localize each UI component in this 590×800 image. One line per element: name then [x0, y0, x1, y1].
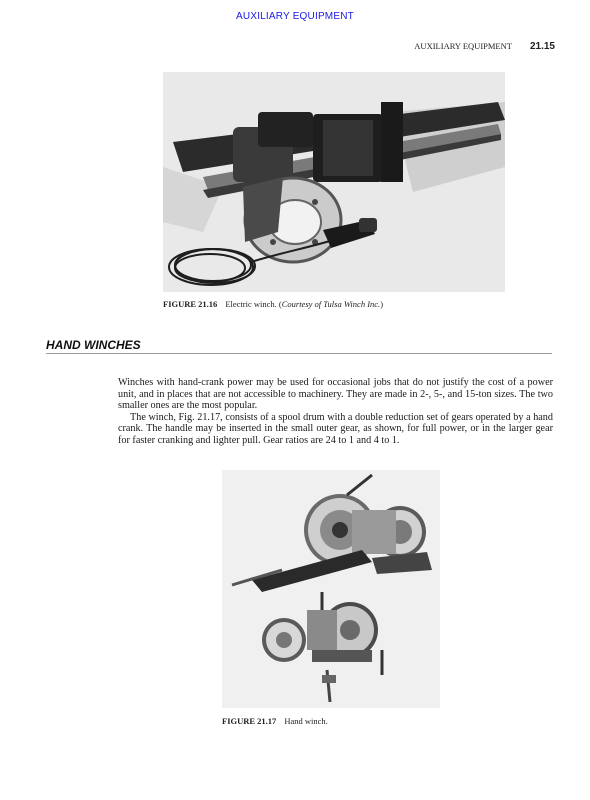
section-divider — [46, 353, 552, 354]
figure-21-16-credit: Courtesy of Tulsa Winch Inc. — [281, 299, 381, 309]
figure-21-16-end: ) — [380, 299, 384, 309]
page-number: 21.15 — [529, 41, 555, 52]
figure-21-16-text: Electric winch. ( — [225, 299, 282, 309]
hand-winch-photo — [222, 470, 440, 708]
body-text — [118, 377, 553, 447]
figure-21-16-caption — [163, 299, 383, 309]
figure-21-17-text: Hand winch. — [284, 716, 328, 726]
running-title: AUXILIARY EQUIPMENT — [414, 41, 512, 51]
running-head — [414, 41, 555, 52]
figure-21-16-label: FIGURE 21.16 — [163, 299, 218, 309]
figure-21-17-label: FIGURE 21.17 — [222, 716, 277, 726]
header-link[interactable]: AUXILIARY EQUIPMENT — [236, 11, 354, 22]
paragraph-1: Winches with hand-crank power may be used for occasional jobs that do not justify the cost of a power unit, and in places that are not accessible to machinery. They are made in 2-, 5-, and 15-ton sizes. The two smaller ones are the most popular. — [118, 377, 553, 412]
paragraph-2: The winch, Fig. 21.17, consists of a spool drum with a double reduction set of gears operated by a hand crank. The handle may be inserted in the small outer gear, as shown, for full power, or in the larger gear for faster cranking and lighter pull. Gear ratios are 24 to 1 and 4 to 1. — [118, 411, 553, 446]
electric-winch-photo — [163, 72, 505, 292]
section-heading: HAND WINCHES — [46, 338, 141, 352]
figure-21-17-caption — [222, 716, 328, 726]
